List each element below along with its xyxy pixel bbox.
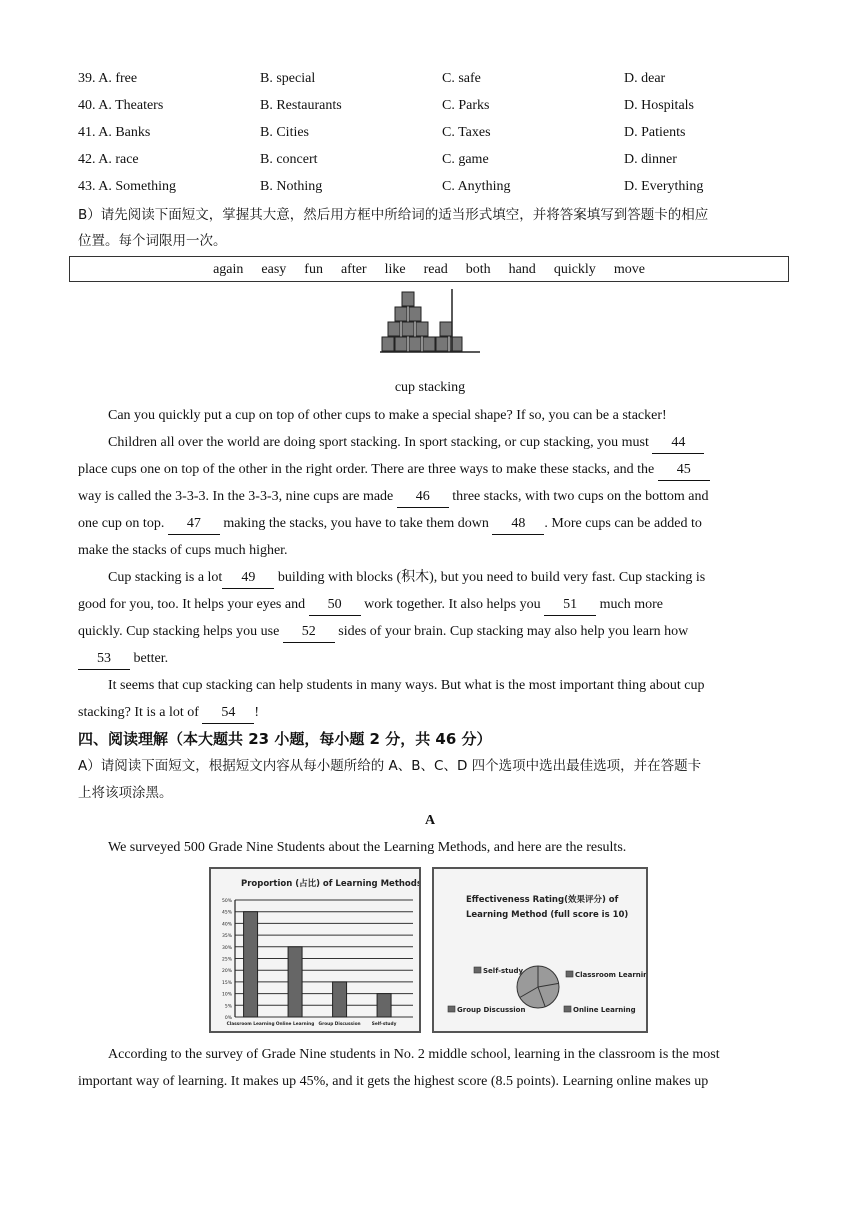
passage-line: [78, 591, 784, 618]
section-b-instruction-2: 位置。每个词限用一次。: [78, 233, 227, 249]
word-bank-item: like: [384, 262, 406, 277]
blank-53[interactable]: 53: [78, 649, 130, 670]
blank-48[interactable]: 48: [492, 514, 544, 535]
legend-label: Online Learning: [573, 1006, 636, 1014]
blank-45[interactable]: 45: [658, 460, 710, 481]
y-tick-label: 50%: [221, 899, 232, 904]
x-tick-label: Classroom Learning: [226, 1022, 275, 1027]
legend-swatch: [474, 967, 481, 973]
y-tick-label: 15%: [221, 980, 232, 986]
bar-3: [377, 994, 391, 1017]
word-bank-item: move: [613, 262, 645, 277]
option-a[interactable]: [78, 149, 139, 171]
y-tick-label: 30%: [221, 945, 232, 951]
y-tick-label: 20%: [221, 969, 232, 975]
passage-text: three stacks, with two cups on the bottom and: [452, 489, 709, 504]
passage-text: Cup stacking is a lot: [108, 570, 223, 585]
x-tick-label: Group Discussion: [318, 1022, 361, 1027]
question-40-options: [78, 95, 798, 117]
question-43-options: [78, 176, 798, 198]
option-d[interactable]: D. dear: [624, 71, 666, 86]
passage-text: quickly. Cup stacking helps you use: [78, 624, 280, 639]
legend-label: Classroom Learning: [575, 971, 646, 979]
word-bank-item: read: [423, 262, 448, 277]
passage-text: Children all over the world are doing sport stacking. In sport stacking, or cup stacking, you must: [108, 435, 649, 450]
option-b[interactable]: B. Nothing: [260, 179, 323, 194]
bar-1: [288, 947, 302, 1017]
bar-chart-frame: [209, 867, 421, 1033]
option-b[interactable]: B. concert: [260, 152, 318, 167]
section-4-instruction-1: A）请阅读下面短文，根据短文内容从每小题所给的 A、B、C、D 四个选项中选出最佳选项，并在答题卡: [78, 758, 702, 774]
blank-44[interactable]: 44: [652, 433, 704, 454]
y-tick-label: 25%: [221, 957, 232, 963]
image-caption: cup stacking: [394, 380, 466, 395]
passage-text: place cups one on top of the other in the right order. There are three ways to make these stacks, and the: [78, 462, 655, 477]
passage-text: make the stacks of cups much higher.: [78, 543, 288, 558]
passage-text: . More cups can be added to: [544, 516, 702, 531]
x-tick-label: Online Learning: [275, 1022, 315, 1027]
word-bank-item: both: [465, 262, 491, 277]
passage-text: stacking? It is a lot of: [78, 705, 199, 720]
option-a[interactable]: [78, 176, 176, 198]
word-bank-item: hand: [508, 262, 536, 277]
section-b-instruction-1: B）请先阅读下面短文，掌握其大意，然后用方框中所给词的适当形式填空，并将答案填写到答题卡的相应: [78, 207, 709, 223]
pie-chart-title-line-1: Effectiveness Rating(效果评分) of: [466, 895, 619, 905]
option-a[interactable]: [78, 95, 163, 117]
pie-chart: [434, 869, 646, 1031]
legend-label: Self-study: [483, 967, 524, 975]
bar-0: [244, 912, 258, 1017]
option-a-label: A. Banks: [98, 125, 151, 140]
y-tick-label: 0%: [224, 1016, 232, 1021]
passage-line: [78, 618, 784, 645]
passage-line: [78, 564, 814, 591]
blank-54[interactable]: 54: [202, 703, 254, 724]
question-39-options: [78, 68, 798, 90]
blank-47[interactable]: 47: [168, 514, 220, 535]
word-bank-item: easy: [261, 262, 287, 277]
option-d[interactable]: D. Hospitals: [624, 98, 694, 113]
question-41-options: [78, 122, 798, 144]
passage-label: A: [424, 813, 436, 828]
passage-text: better.: [133, 651, 169, 666]
option-a-label: A. Something: [98, 179, 177, 194]
option-c[interactable]: C. Parks: [442, 98, 490, 113]
option-a-label: A. race: [98, 152, 139, 167]
passage-line: [78, 510, 784, 537]
passage-text: work together. It also helps you: [364, 597, 541, 612]
passage-text: It seems that cup stacking can help students in many ways. But what is the most important thing about cup: [108, 678, 705, 693]
y-tick-label: 10%: [221, 992, 232, 998]
word-bank-item: after: [340, 262, 367, 277]
word-bank-item: quickly: [553, 262, 596, 277]
question-number: 43.: [78, 179, 96, 194]
blank-52[interactable]: 52: [283, 622, 335, 643]
section-4-instruction-2: 上将该项涂黑。: [78, 785, 173, 801]
passage-text: making the stacks, you have to take them down: [223, 516, 489, 531]
legend-swatch: [448, 1006, 455, 1012]
passage-line: [78, 456, 784, 483]
question-42-options: [78, 149, 798, 171]
option-a[interactable]: [78, 122, 150, 144]
legend-label: Group Discussion: [457, 1006, 526, 1014]
passage-text: sides of your brain. Cup stacking may also help you learn how: [338, 624, 689, 639]
option-d[interactable]: D. Patients: [624, 125, 686, 140]
question-number: 39.: [78, 71, 96, 86]
option-c[interactable]: C. game: [442, 152, 489, 167]
bar-chart-title: Proportion (占比) of Learning Methods: [241, 879, 419, 889]
bar-chart: [211, 869, 419, 1031]
word-bank-box: [69, 256, 789, 282]
question-number: 41.: [78, 125, 96, 140]
option-c[interactable]: C. Anything: [442, 179, 511, 194]
passage-line: [78, 429, 814, 456]
option-b[interactable]: B. special: [260, 71, 316, 86]
section-heading: 四、阅读理解（本大题共 23 小题，每小题 2 分，共 46 分）: [78, 730, 492, 748]
passage-text: building with blocks (积木), but you need to build very fast. Cup stacking is: [277, 570, 706, 585]
x-tick-label: Self-study: [371, 1022, 397, 1027]
option-b[interactable]: B. Restaurants: [260, 98, 342, 113]
option-d[interactable]: D. dinner: [624, 152, 677, 167]
passage-line: [78, 645, 784, 672]
y-tick-label: 5%: [224, 1004, 232, 1010]
passage-text: good for you, too. It helps your eyes and: [78, 597, 306, 612]
question-number: 40.: [78, 98, 96, 113]
passage-text: way is called the 3-3-3. In the 3-3-3, nine cups are made: [78, 489, 394, 504]
word-bank-item: fun: [304, 262, 323, 277]
blank-46[interactable]: 46: [397, 487, 449, 508]
option-a-label: A. free: [98, 71, 138, 86]
option-b[interactable]: B. Cities: [260, 125, 310, 140]
legend-swatch: [564, 1006, 571, 1012]
passage-line: [78, 699, 784, 726]
pie-chart-title-line-2: Learning Method (full score is 10): [466, 910, 629, 920]
option-d[interactable]: D. Everything: [624, 179, 704, 194]
passage-text: !: [254, 705, 260, 720]
y-tick-label: 40%: [221, 922, 232, 928]
question-number: 42.: [78, 152, 96, 167]
y-tick-label: 35%: [221, 934, 232, 940]
passage-paragraph-1: Can you quickly put a cup on top of other cups to make a special shape? If so, you can be a stacker!: [108, 408, 667, 423]
passage-text: much more: [599, 597, 663, 612]
bar-2: [333, 982, 347, 1017]
pie-chart-frame: [432, 867, 648, 1033]
option-c[interactable]: C. safe: [442, 71, 481, 86]
legend-swatch: [566, 971, 573, 977]
option-a-label: A. Theaters: [98, 98, 164, 113]
blank-49[interactable]: 49: [222, 568, 274, 589]
passage-line: [78, 483, 784, 510]
option-c[interactable]: C. Taxes: [442, 125, 491, 140]
blank-51[interactable]: 51: [544, 595, 596, 616]
body-paragraph-line-2: important way of learning. It makes up 45%, and it gets the highest score (8.5 points). Learning online makes up: [78, 1074, 709, 1089]
survey-intro: We surveyed 500 Grade Nine Students about the Learning Methods, and here are the results.: [108, 840, 627, 855]
passage-text: one cup on top.: [78, 516, 165, 531]
body-paragraph-line-1: According to the survey of Grade Nine students in No. 2 middle school, learning in the classroom is the most: [108, 1047, 720, 1062]
cup-stacking-image: [380, 287, 480, 367]
y-tick-label: 45%: [221, 910, 232, 916]
blank-50[interactable]: 50: [309, 595, 361, 616]
word-bank-item: again: [213, 262, 244, 277]
option-a[interactable]: [78, 68, 137, 90]
